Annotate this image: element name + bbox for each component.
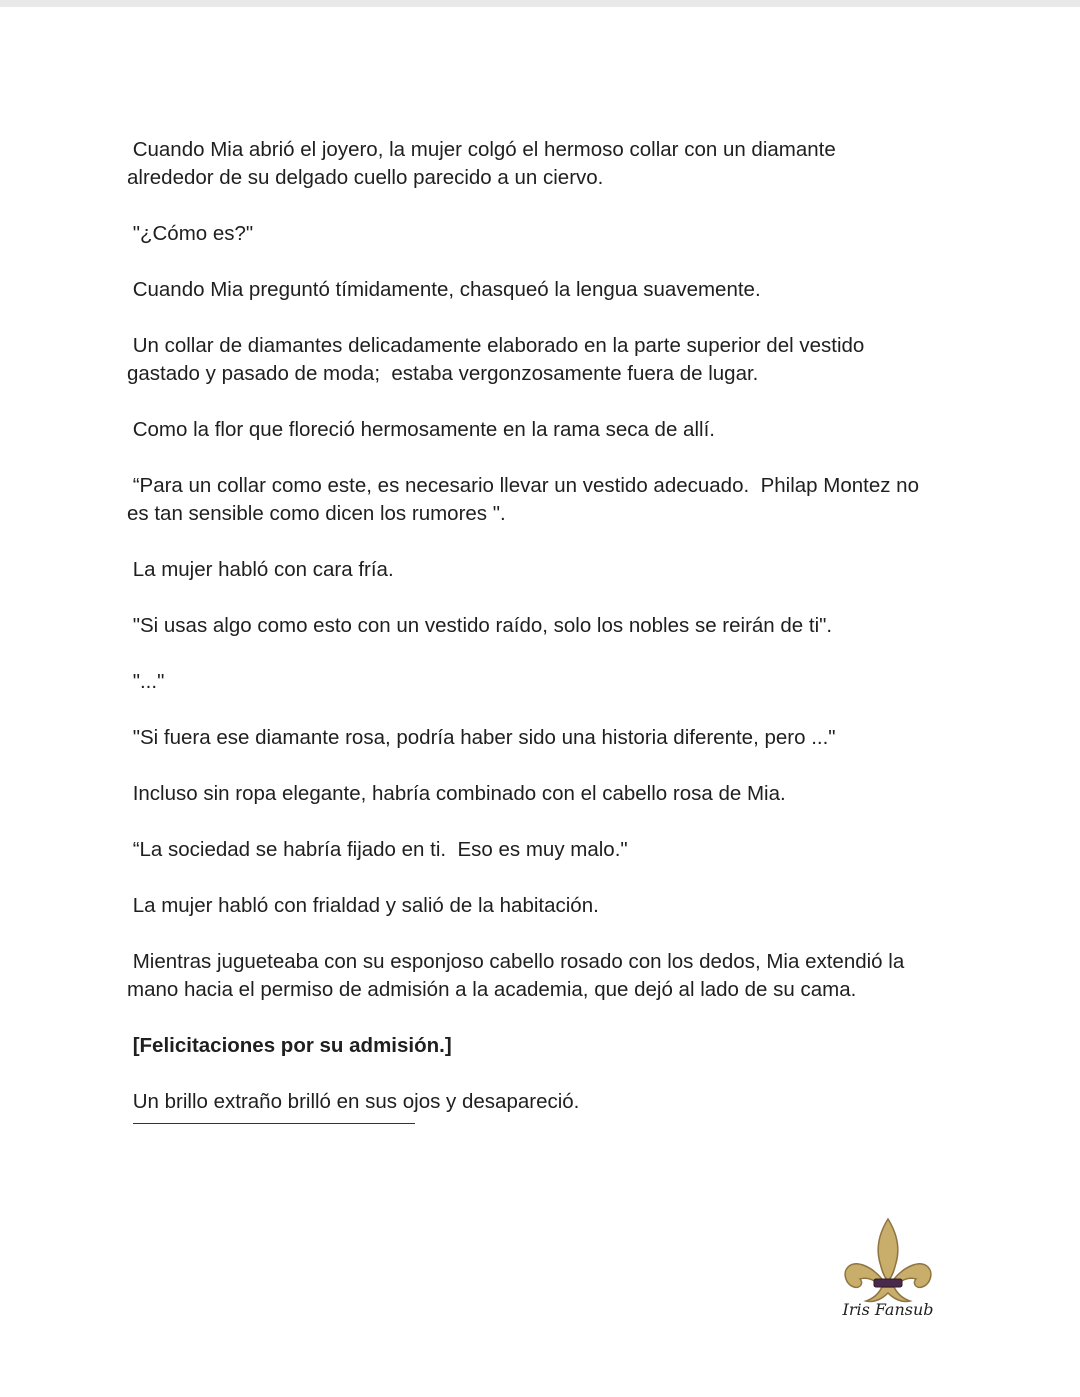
paragraph: La mujer habló con cara fría. <box>127 558 394 581</box>
paragraph: "Si fuera ese diamante rosa, podría haber sido una historia diferente, pero ..." <box>127 726 836 749</box>
paragraph: Como la flor que floreció hermosamente en la rama seca de allí. <box>127 418 715 441</box>
paragraph: “Para un collar como este, es necesario llevar un vestido adecuado. Philap Montez no es tan sensible como dicen los rumores ". <box>127 474 919 525</box>
paragraph: Un collar de diamantes delicadamente elaborado en la parte superior del vestido gastado y pasado de moda; estaba vergonzosamente fuera de lugar. <box>127 334 865 385</box>
paragraph: Cuando Mia abrió el joyero, la mujer colgó el hermoso collar con un diamante alrededor de su delgado cuello parecido a un ciervo. <box>127 138 836 189</box>
document-body <box>127 136 957 1124</box>
paragraph: Incluso sin ropa elegante, habría combinado con el cabello rosa de Mia. <box>127 782 786 805</box>
paragraph: Cuando Mia preguntó tímidamente, chasqueó la lengua suavemente. <box>127 278 761 301</box>
end-separator-line <box>133 1123 415 1124</box>
paragraph: Un brillo extraño brilló en sus ojos y desapareció. <box>127 1090 580 1113</box>
paragraph: "Si usas algo como esto con un vestido raído, solo los nobles se reirán de ti". <box>127 614 833 637</box>
admission-heading: [Felicitaciones por su admisión.] <box>127 1034 452 1057</box>
paragraph: "¿Cómo es?" <box>127 222 254 245</box>
top-border <box>0 0 1080 7</box>
logo-text: Iris Fansub <box>842 1300 934 1319</box>
paragraph: “La sociedad se habría fijado en ti. Eso es muy malo." <box>127 838 628 861</box>
paragraph: "..." <box>127 670 165 693</box>
paragraph: La mujer habló con frialdad y salió de la habitación. <box>127 894 599 917</box>
paragraph: Mientras jugueteaba con su esponjoso cabello rosado con los dedos, Mia extendió la mano hacia el permiso de admisión a la academia, que dejó al lado de su cama. <box>127 950 905 1001</box>
